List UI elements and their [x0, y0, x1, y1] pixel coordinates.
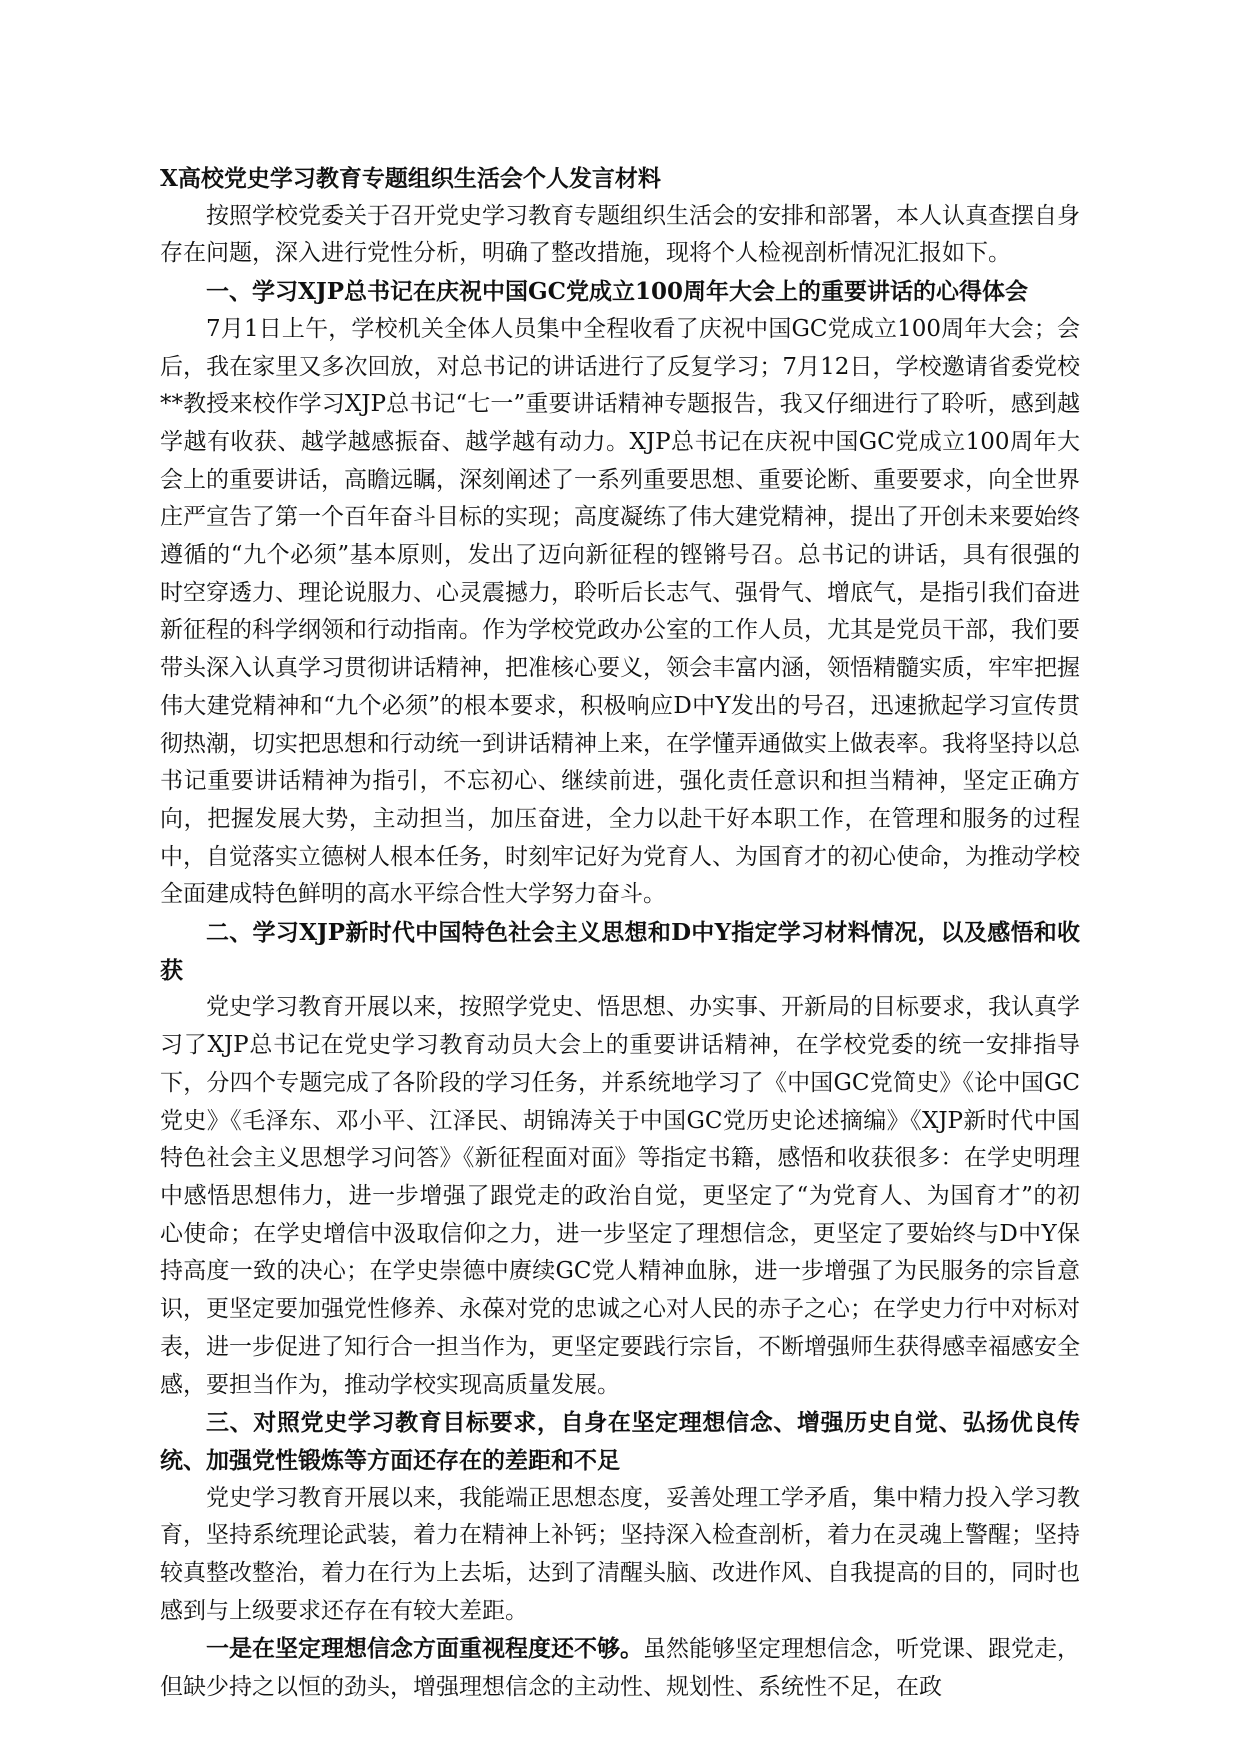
section-3-heading: 三、对照党史学习教育目标要求，自身在坚定理想信念、增强历史自觉、弘扬优良传统、加强党性锻炼等方面还存在的差距和不足 — [160, 1409, 1080, 1474]
point-1-paragraph — [160, 1630, 1080, 1706]
section-2-body: 党史学习教育开展以来，按照学党史、悟思想、办实事、开新局的目标要求，我认真学习了XJP总书记在党史学习教育动员大会上的重要讲话精神，在学校党委的统一安排指导下，分四个专题完成了各阶段的学习任务，并系统地学习了《中国GC党简史》《论中国GC党史》《毛泽东、邓小平、江泽民、胡锦涛关于中国GC党历史论述摘编》《XJP新时代中国特色社会主义思想学习问答》《新征程面对面》等指定书籍，感悟和收获很多：在学史明理中感悟思想伟力，进一步增强了跟党走的政治自觉，更坚定了“为党育人、为国育才”的初心使命；在学史增信中汲取信仰之力，进一步坚定了理想信念，更坚定了要始终与D中Y保持高度一致的决心；在学史崇德中赓续GC党人精神血脉，进一步增强了为民服务的宗旨意识，更坚定要加强党性修养、永葆对党的忠诚之心对人民的赤子之心；在学史力行中对标对表，进一步促进了知行合一担当作为，更坚定要践行宗旨，不断增强师生获得感幸福感安全感，要担当作为，推动学校实现高质量发展。 — [160, 994, 1080, 1398]
document-title: X高校党史学习教育专题组织生活会个人发言材料 — [160, 165, 661, 192]
section-2-heading: 二、学习XJP新时代中国特色社会主义思想和D中Y指定学习材料情况，以及感悟和收获 — [160, 919, 1080, 984]
document-page — [160, 160, 1080, 1707]
section-1-body: 7月1日上午，学校机关全体人员集中全程收看了庆祝中国GC党成立100周年大会；会后，我在家里又多次回放，对总书记的讲话进行了反复学习；7月12日，学校邀请省委党校**教授来校作学习XJP总书记“七一”重要讲话精神专题报告，我又仔细进行了聆听，感到越学越有收获、越学越感振奋、越学越有动力。XJP总书记在庆祝中国GC党成立100周年大会上的重要讲话，高瞻远瞩，深刻阐述了一系列重要思想、重要论断、重要要求，向全世界庄严宣告了第一个百年奋斗目标的实现；高度凝练了伟大建党精神，提出了开创未来要始终遵循的“九个必须”基本原则，发出了迈向新征程的铿锵号召。总书记的讲话，具有很强的时空穿透力、理论说服力、心灵震撼力，聆听后长志气、强骨气、增底气，是指引我们奋进新征程的科学纲领和行动指南。作为学校党政办公室的工作人员，尤其是党员干部，我们要带头深入认真学习贯彻讲话精神，把准核心要义，领会丰富内涵，领悟精髓实质，牢牢把握伟大建党精神和“九个必须”的根本要求，积极响应D中Y发出的号召，迅速掀起学习宣传贯彻热潮，切实把思想和行动统一到讲话精神上来，在学懂弄通做实上做表率。我将坚持以总书记重要讲话精神为指引，不忘初心、继续前进，强化责任意识和担当精神，坚定正确方向，把握发展大势，主动担当，加压奋进，全力以赴干好本职工作，在管理和服务的过程中，自觉落实立德树人根本任务，时刻牢记好为党育人、为国育才的初心使命，为推动学校全面建成特色鲜明的高水平综合性大学努力奋斗。 — [160, 315, 1080, 908]
intro-paragraph: 按照学校党委关于召开党史学习教育专题组织生活会的安排和部署，本人认真查摆自身存在问题，深入进行党性分析，明确了整改措施，现将个人检视剖析情况汇报如下。 — [160, 202, 1080, 267]
point-1-body: 虽然能够坚定理想信念，听党课、跟党走，但缺少持之以恒的劲头，增强理想信念的主动性、规划性、系统性不足，在政 — [160, 1636, 1080, 1701]
section-3-body: 党史学习教育开展以来，我能端正思想态度，妥善处理工学矛盾，集中精力投入学习教育，坚持系统理论武装，着力在精神上补钙；坚持深入检查剖析，着力在灵魂上警醒；坚持较真整改整治，着力在行为上去垢，达到了清醒头脑、改进作风、自我提高的目的，同时也感到与上级要求还存在有较大差距。 — [160, 1484, 1080, 1624]
point-1-lead: 一是在坚定理想信念方面重视程度还不够。 — [206, 1635, 643, 1663]
section-1-heading: 一、学习XJP总书记在庆祝中国GC党成立100周年大会上的重要讲话的心得体会 — [206, 278, 1028, 306]
